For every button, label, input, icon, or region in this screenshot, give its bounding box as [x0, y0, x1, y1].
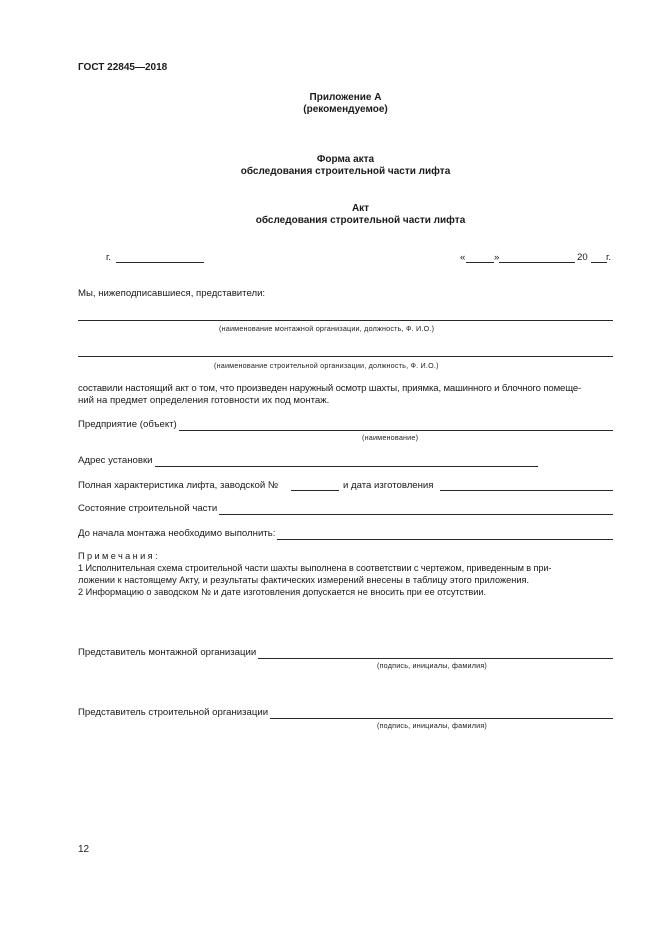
manufacture-date-label: и дата изготовления	[343, 480, 434, 491]
mounting-signature-field[interactable]	[258, 649, 613, 659]
serial-number-field[interactable]	[291, 490, 339, 491]
construction-signature-label: Представитель строительной организации	[78, 707, 269, 718]
appendix-subtitle: (рекомендуемое)	[303, 104, 388, 115]
statement-line2: ний на предмет определения готовности их под монтаж.	[78, 395, 330, 406]
address-label: Адрес установки	[78, 455, 153, 466]
year-suffix: г.	[606, 252, 611, 263]
intro-text: Мы, нижеподписавшиеся, представители:	[78, 288, 266, 299]
act-title-line1: Акт	[351, 203, 370, 214]
condition-row	[78, 503, 613, 515]
construction-org-caption: (наименование строительной организации, должность, Ф. И.О.)	[214, 361, 439, 370]
statement-line1: составили настоящий акт о том, что произведен наружный осмотр шахты, приямка, машинного и блочного помеще-	[78, 383, 582, 394]
enterprise-row	[78, 419, 613, 431]
condition-label: Состояние строительной части	[78, 503, 218, 514]
construction-signature-field[interactable]	[270, 709, 613, 719]
mounting-org-caption: (наименование монтажной организации, должность, Ф. И.О.)	[219, 324, 435, 333]
year-field[interactable]	[591, 262, 607, 263]
mounting-signature-caption: (подпись, инициалы, фамилия)	[377, 661, 488, 670]
mounting-org-field[interactable]	[78, 320, 613, 321]
address-row	[78, 455, 538, 467]
mounting-signature-label: Представитель монтажной организации	[78, 647, 257, 658]
city-field[interactable]	[116, 262, 204, 263]
construction-org-field[interactable]	[78, 356, 613, 357]
note1-line2: ложении к настоящему Акту, и результаты фактических измерений внесены в таблицу этого приложения.	[78, 575, 530, 585]
notes-heading: Примечания:	[78, 551, 160, 561]
construction-signature-caption: (подпись, инициалы, фамилия)	[377, 721, 488, 730]
city-prefix: г.	[106, 252, 111, 263]
year-prefix: 20	[577, 252, 588, 263]
before-mounting-row	[78, 528, 613, 540]
appendix-title: Приложение А	[309, 92, 382, 103]
standard-number: ГОСТ 22845—2018	[78, 62, 168, 73]
note1-line1: 1 Исполнительная схема строительной части шахты выполнена в соответствии с чертежом, приведенным в при-	[78, 563, 552, 573]
enterprise-field[interactable]	[179, 421, 613, 431]
enterprise-label: Предприятие (объект)	[78, 419, 177, 430]
construction-signature-row	[78, 707, 613, 719]
manufacture-date-field[interactable]	[440, 490, 613, 491]
date-open-quote: «	[460, 252, 466, 263]
act-title-line2: обследования строительной части лифта	[255, 215, 466, 226]
characteristic-label: Полная характеристика лифта, заводской №	[78, 480, 279, 491]
date-close-quote: »	[494, 252, 500, 263]
note2: 2 Информацию о заводском № и дате изготовления допускается не вносить при ее отсутствии.	[78, 587, 487, 597]
form-title-line2: обследования строительной части лифта	[240, 166, 451, 177]
address-field[interactable]	[155, 457, 538, 467]
form-title-line1: Форма акта	[316, 154, 375, 165]
enterprise-caption: (наименование)	[362, 433, 419, 442]
mounting-signature-row	[78, 647, 613, 659]
before-mounting-label: До начала монтажа необходимо выполнить:	[78, 528, 276, 539]
before-mounting-field[interactable]	[277, 530, 613, 540]
condition-field[interactable]	[219, 505, 613, 515]
day-field[interactable]	[466, 262, 494, 263]
page-number: 12	[78, 844, 90, 855]
month-field[interactable]	[499, 262, 575, 263]
